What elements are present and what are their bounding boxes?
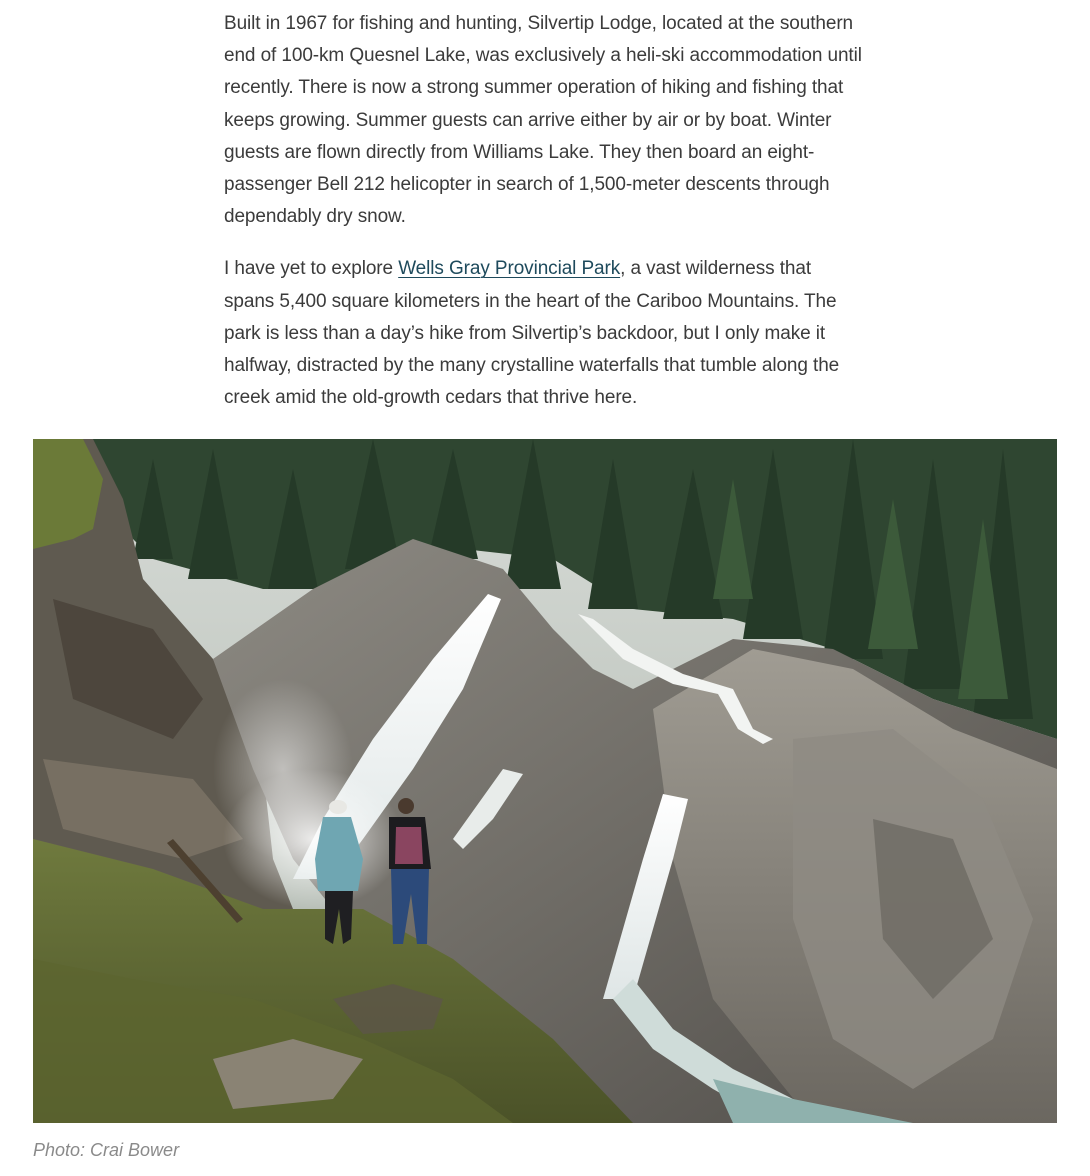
wells-gray-park-link[interactable]: Wells Gray Provincial Park: [398, 258, 621, 280]
paragraph-lodge-history: Built in 1967 for fishing and hunting, Silvertip Lodge, located at the southern end of 100-km Quesnel Lake, was exclusively a heli-ski accommodation until recently. There is now a strong summer operation of hiking and fishing that keeps growing. Summer guests can arrive either by air or by boat. Winter guests are flown directly from Williams Lake. They then board an eight-passenger Bell 212 helicopter in search of 1,500-meter descents through dependably dry snow.: [224, 13, 862, 228]
paragraph-wells-gray: [224, 253, 864, 414]
photo-caption: Photo: Crai Bower: [33, 1140, 180, 1160]
waterfall-photo: [33, 439, 1057, 1123]
paragraph-text-before-link: I have yet to explore: [224, 258, 399, 280]
article-body: [224, 8, 864, 414]
paragraph-text-after-link: , a vast wilderness that spans 5,400 square kilometers in the heart of the Cariboo Mountains. The park is less than a day’s hike from Silvertip’s backdoor, but I only make it halfway, distracted by the many crystalline waterfalls that tumble along the creek amid the old-growth cedars that thrive here.: [224, 258, 840, 409]
